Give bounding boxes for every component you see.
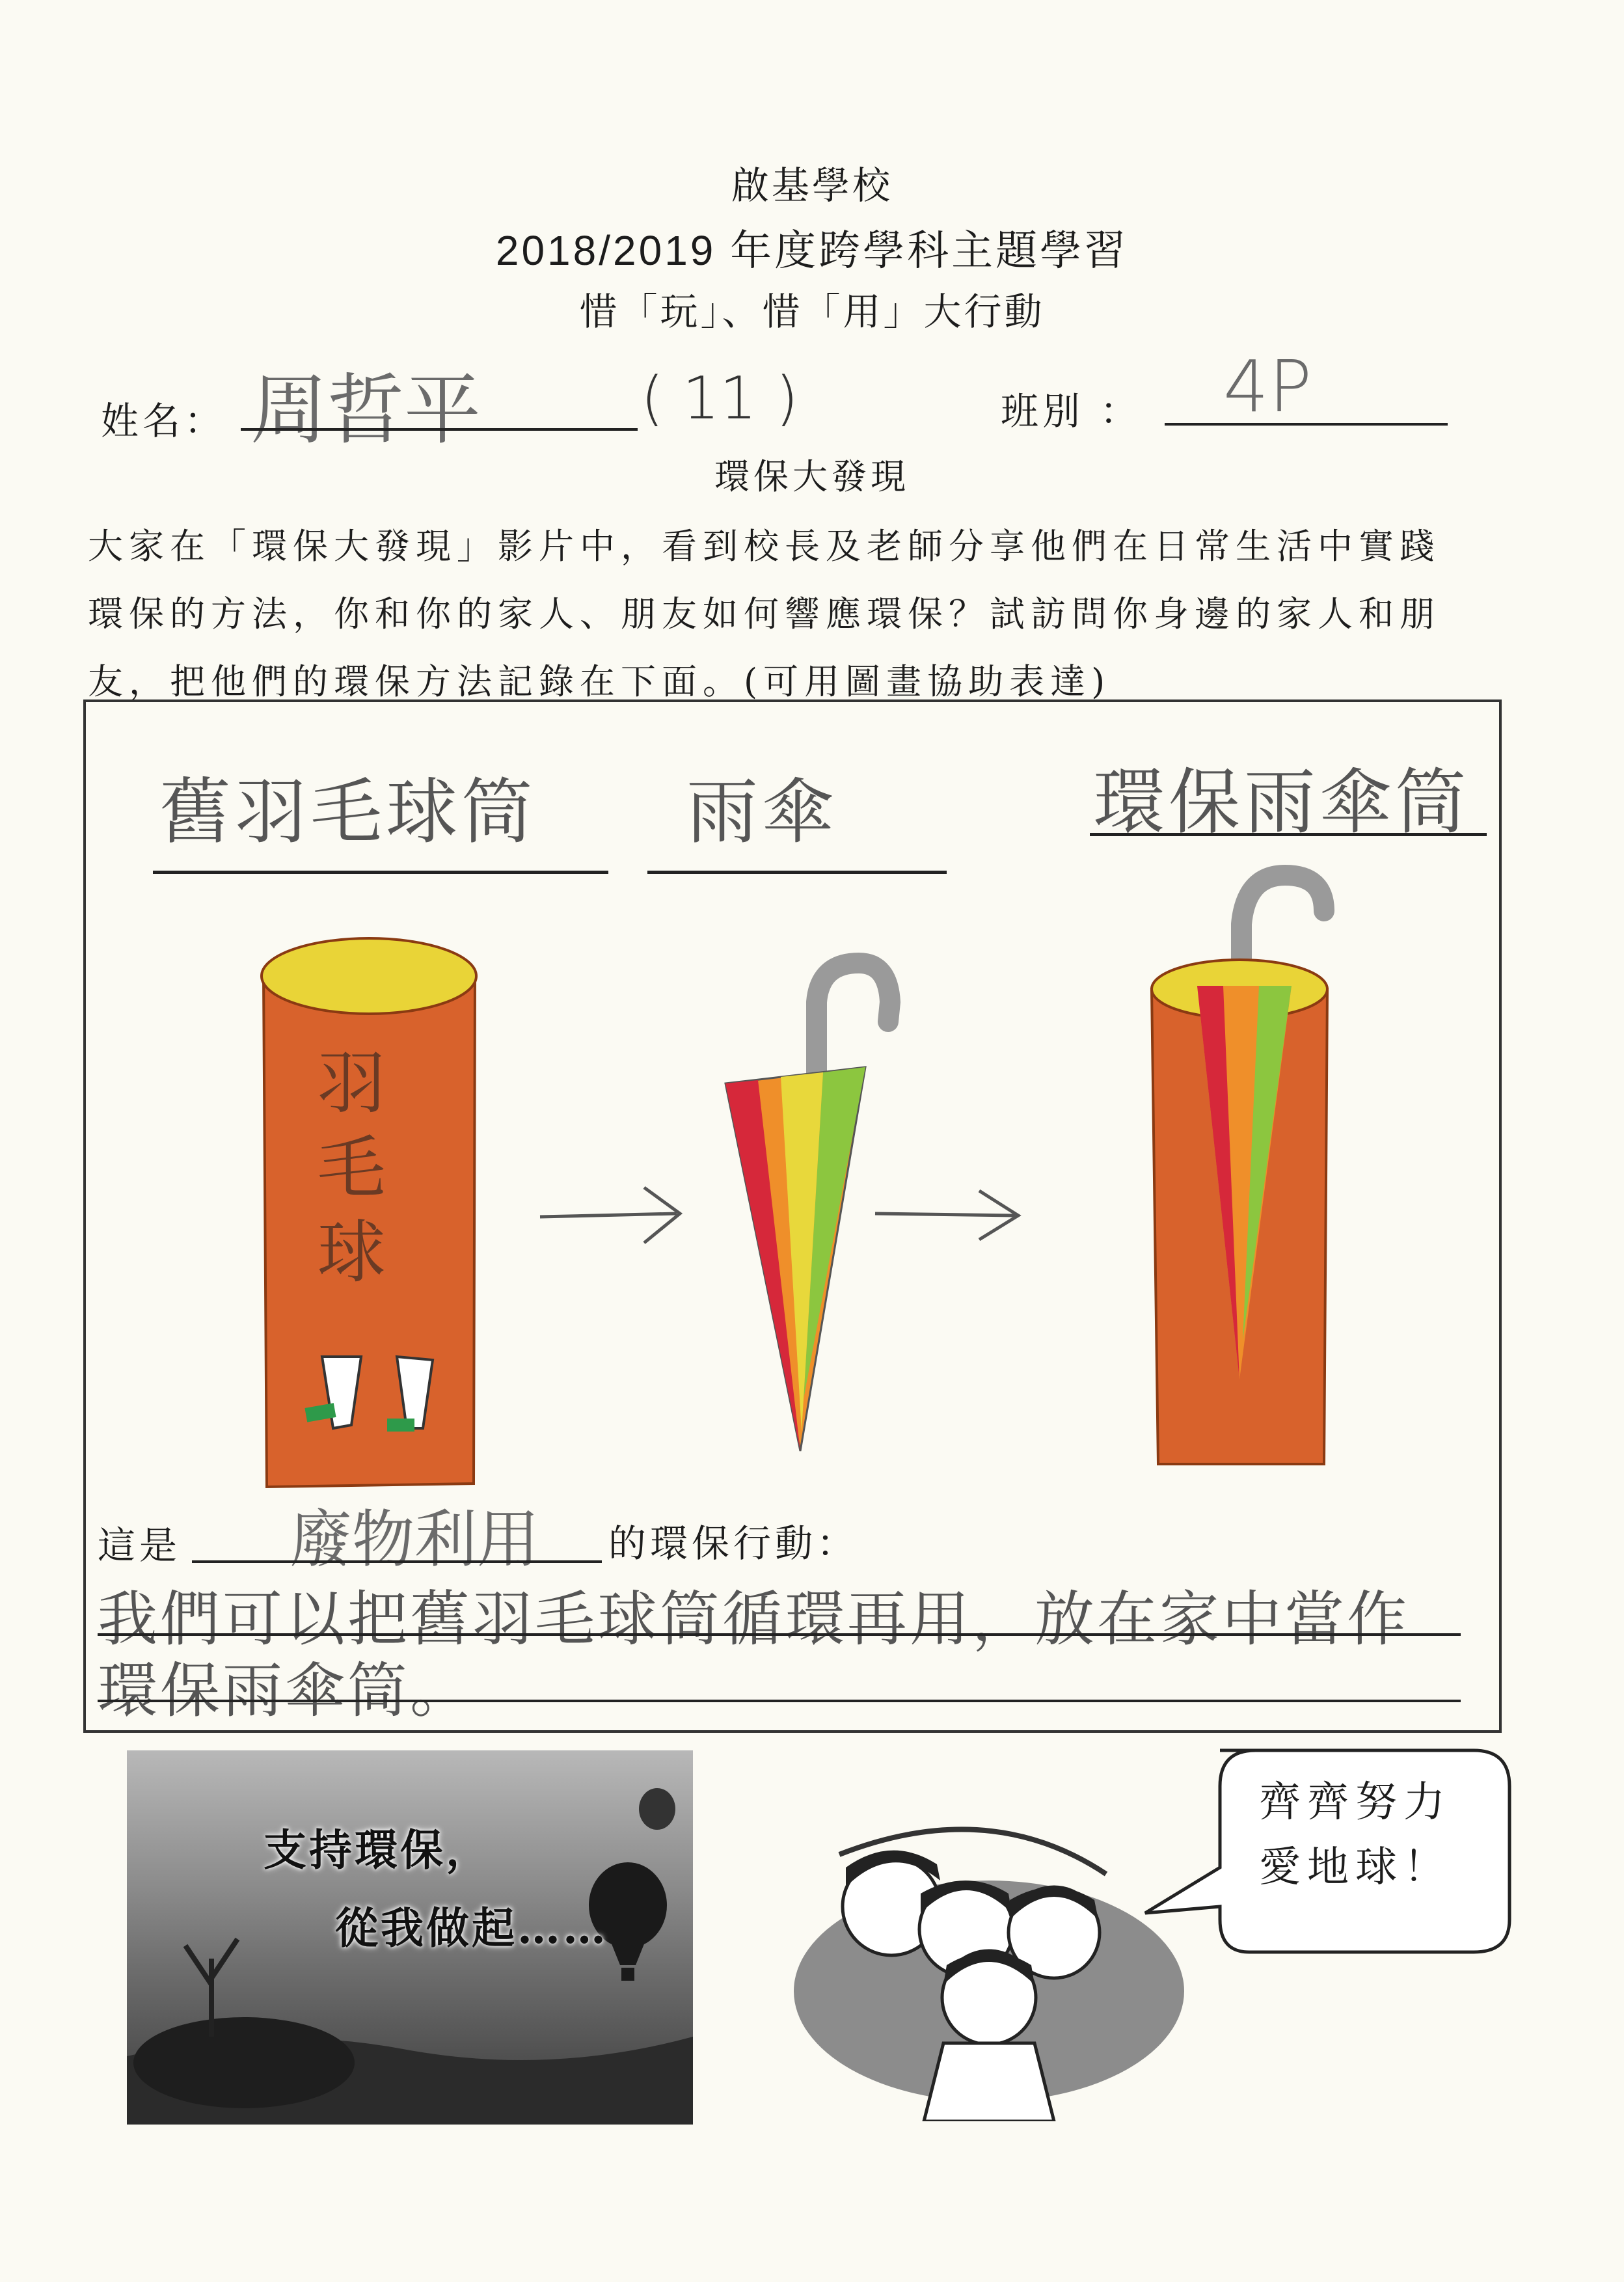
section-title: 環保大發現 [714,456,910,497]
answer-underline [98,1633,1461,1636]
class-label: 班別 ： [1001,389,1142,433]
intro-line: 友，把他們的環保方法記錄在下面。(可用圖畫協助表達) [88,661,1111,702]
school-name: 啟基學校 [731,163,893,208]
eco-poster-image [127,1750,693,2125]
caption-eco-stand: 環保雨傘筒 [1093,761,1470,844]
umbrella-drawing [725,963,890,1451]
answer-line-2: 環保雨傘筒。 [98,1656,473,1726]
class-value: 4P [1223,345,1312,428]
answer-fill-in: 廢物利用 [290,1503,539,1576]
fill-in-underline [192,1560,602,1563]
poster-line-1: 支持環保， [264,1825,491,1875]
eco-umbrella-stand-drawing [1152,875,1327,1464]
year-title: 2018/2019 年度跨學科主題學習 [495,227,1129,274]
intro-line: 環保的方法，你和你的家人、朋友如何響應環保？試訪問你身邊的家人和朋 [88,593,1441,634]
theme-title: 惜「玩」、惜「用」大行動 [579,290,1045,334]
intro-line: 大家在「環保大發現」影片中，看到校長及老師分享他們在日常生活中實踐 [88,526,1441,567]
caption-umbrella: 雨傘 [686,770,837,854]
bubble-text [1259,1770,1452,1900]
answer-suffix: 的環保行動： [608,1521,859,1566]
class-number: ( 11 ) [641,364,798,433]
tube-label: 羽 毛 球 [317,1044,386,1292]
bubble-line-1: 齊齊努力 [1259,1778,1452,1827]
name-value: 周哲平 [250,365,481,455]
caption-old-tube: 舊羽毛球筒 [159,770,537,854]
answer-underline [98,1700,1461,1702]
bubble-line-2: 愛地球！ [1259,1843,1452,1892]
name-label: 姓名： [101,399,226,443]
answer-prefix: 這是 [98,1523,182,1568]
poster-line-2: 從我做起…… [335,1903,608,1953]
answer-line-1: 我們可以把舊羽毛球筒循環再用，放在家中當作 [98,1584,1410,1654]
